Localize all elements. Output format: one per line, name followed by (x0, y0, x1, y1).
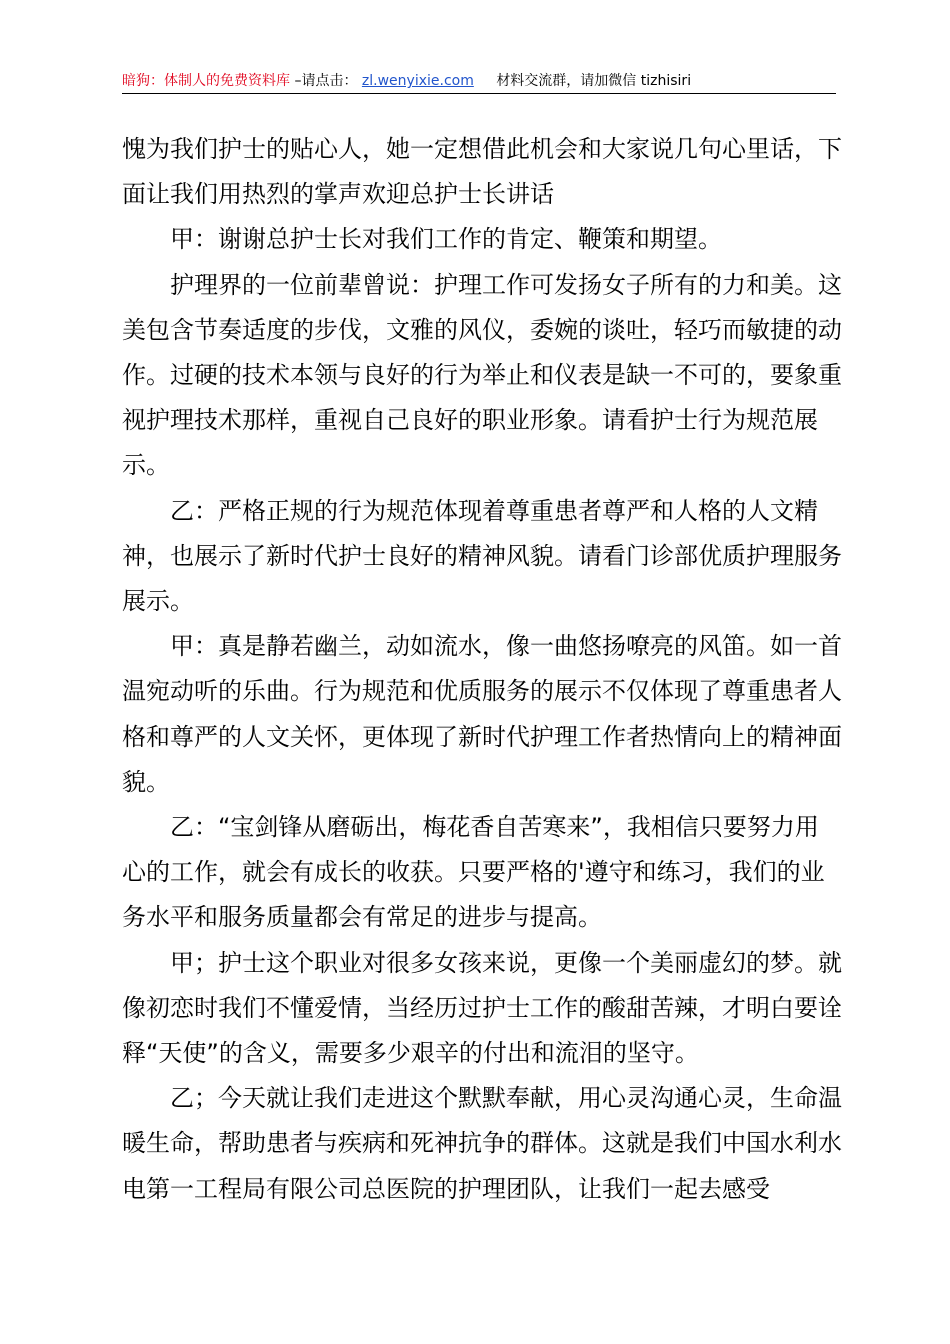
paragraph: 护理界的一位前辈曾说：护理工作可发扬女子所有的力和美。这美包含节奏适度的步伐，文雅的风仪，委婉的谈吐，轻巧而敏捷的动作。过硬的技术本领与良好的行为举止和仪表是缺一不可的，要象重视护理技术那样，重视自己良好的职业形象。请看护士行为规范展示。 (122, 270, 842, 480)
paragraph: 甲：真是静若幽兰，动如流水，像一曲悠扬嘹亮的风笛。如一首温宛动听的乐曲。行为规范和优质服务的展示不仅体现了尊重患者人格和尊严的人文关怀，更体现了新时代护理工作者热情向上的精神面貌。 (122, 632, 842, 796)
page-header (122, 70, 836, 92)
paragraph-continuation: 愧为我们护士的贴心人，她一定想借此机会和大家说几句心里话，下面让我们用热烈的掌声欢迎总护士长讲话 (122, 135, 842, 209)
paragraph: 甲；护士这个职业对很多女孩来说，更像一个美丽虚幻的梦。就像初恋时我们不懂爱情，当经历过护士工作的酸甜苦辣，才明白要诠释“天使”的含义，需要多少艰辛的付出和流泪的坚守。 (122, 948, 842, 1068)
header-click-label: 请点击： (301, 73, 358, 89)
header-wechat-note: 材料交流群，请加微信 tizhisiri (496, 73, 692, 89)
paragraph: 乙：“宝剑锋从磨砺出，梅花香自苦寒来”，我相信只要努力用心的工作，就会有成长的收获。只要严格的'遵守和练习，我们的业务水平和服务质量都会有常足的进步与提高。 (122, 813, 825, 932)
document-body (122, 127, 842, 1212)
header-divider (122, 93, 836, 94)
header-link[interactable]: zl.wenyixie.com (361, 73, 474, 89)
paragraph: 甲：谢谢总护士长对我们工作的肯定、鞭策和期望。 (170, 225, 722, 254)
header-brand: 暗狗：体制人的免费资料库 (122, 73, 290, 89)
paragraph: 乙；今天就让我们走进这个默默奉献，用心灵沟通心灵，生命温暖生命，帮助患者与疾病和死神抗争的群体。这就是我们中国水利水电第一工程局有限公司总医院的护理团队，让我们一起去感受 (122, 1084, 842, 1203)
header-dash: – (290, 73, 302, 89)
paragraph: 乙：严格正规的行为规范体现着尊重患者尊严和人格的人文精神，也展示了新时代护士良好的精神风貌。请看门诊部优质护理服务展示。 (122, 496, 842, 616)
